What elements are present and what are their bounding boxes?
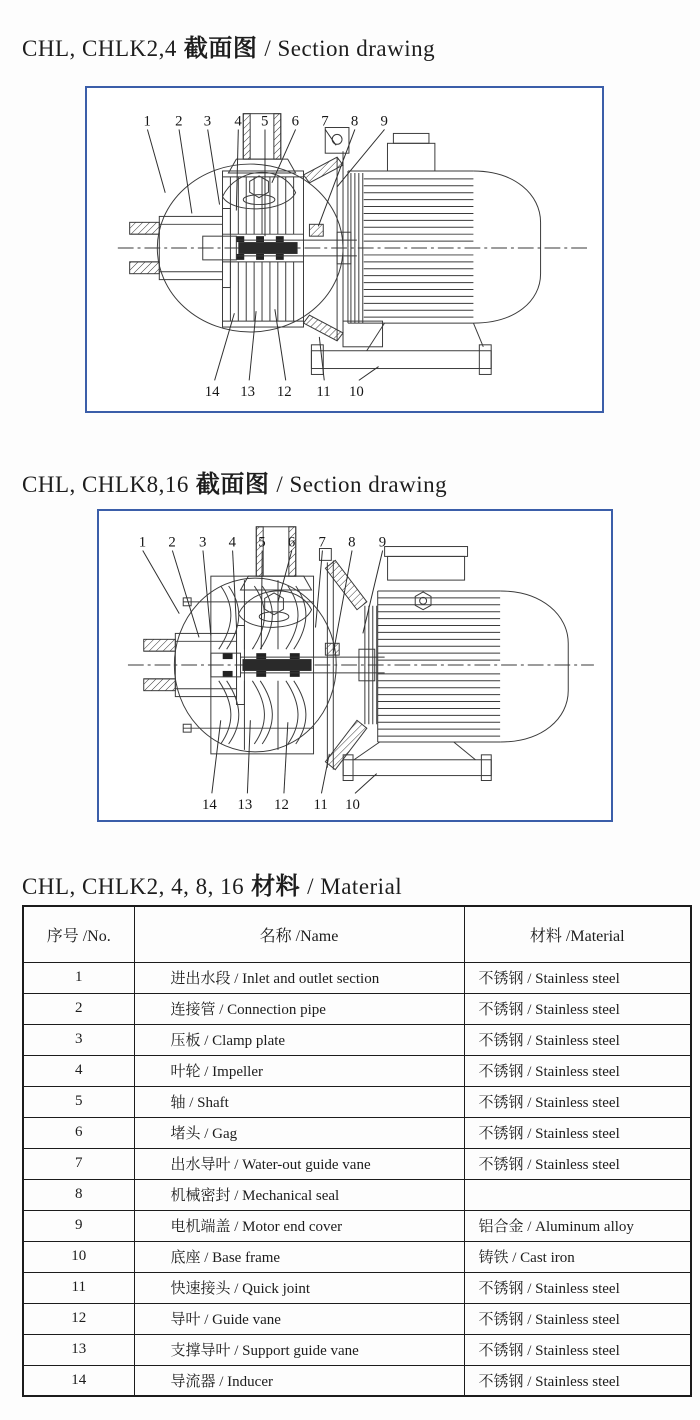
cell-no: 11 (23, 1272, 134, 1303)
table-row (23, 993, 691, 1024)
cell-name: 堵头 / Gag (134, 1117, 464, 1148)
cell-no: 10 (23, 1241, 134, 1272)
terminal-box (388, 556, 465, 580)
cell-material: 不锈钢 / Stainless steel (464, 1055, 691, 1086)
callout-number: 6 (287, 534, 296, 551)
cell-name: 进出水段 / Inlet and outlet section (134, 962, 464, 993)
callout-number: 7 (318, 534, 326, 551)
table-row (23, 1086, 691, 1117)
cell-name: 轴 / Shaft (134, 1086, 464, 1117)
callout-number: 14 (201, 797, 217, 814)
section1-title-en: / Section drawing (264, 36, 436, 61)
cell-no: 2 (23, 993, 134, 1024)
motor (348, 133, 541, 323)
cell-no: 4 (23, 1055, 134, 1086)
table-row (23, 1365, 691, 1396)
table-row (23, 1241, 691, 1272)
cell-no: 13 (23, 1334, 134, 1365)
callout-number: 8 (348, 534, 356, 551)
cell-no: 3 (23, 1024, 134, 1055)
section1-title-model: CHL, CHLK2,4 (22, 36, 177, 61)
table-row (23, 1210, 691, 1241)
pump-section-drawing-chl816 (99, 511, 611, 820)
section2-title-cn: 截面图 (195, 470, 270, 498)
cell-material: 不锈钢 / Stainless steel (464, 1272, 691, 1303)
material-title-model: CHL, CHLK2, 4, 8, 16 (22, 874, 245, 899)
callout-number: 13 (237, 797, 253, 814)
section-drawing-2-frame (97, 509, 613, 822)
table-row (23, 1272, 691, 1303)
cell-name: 连接管 / Connection pipe (134, 993, 464, 1024)
callout-number: 11 (316, 384, 331, 401)
cell-no: 9 (23, 1210, 134, 1241)
pump-section-drawing-chl24 (87, 88, 602, 411)
cell-name: 导流器 / Inducer (134, 1365, 464, 1396)
callout-number: 2 (168, 534, 176, 551)
cell-material: 不锈钢 / Stainless steel (464, 1024, 691, 1055)
cell-name: 电机端盖 / Motor end cover (134, 1210, 464, 1241)
section-drawing-1-frame (85, 86, 604, 413)
table-row (23, 1179, 691, 1210)
callout-number: 5 (258, 534, 266, 551)
terminal-box (387, 143, 434, 171)
section1-title-cn: 截面图 (183, 34, 258, 62)
table-row (23, 1334, 691, 1365)
cell-name: 底座 / Base frame (134, 1241, 464, 1272)
motor-end-cover (319, 549, 366, 770)
callout-number: 7 (321, 113, 329, 130)
cell-material: 铝合金 / Aluminum alloy (464, 1210, 691, 1241)
material-title (22, 866, 402, 901)
cell-no: 14 (23, 1365, 134, 1396)
cell-name: 快速接头 / Quick joint (134, 1272, 464, 1303)
table-row (23, 962, 691, 993)
table-header-row (23, 906, 691, 962)
material-title-en: / Material (307, 874, 403, 899)
callout-leaders (147, 129, 384, 380)
callout-number: 11 (313, 797, 328, 814)
cell-name: 压板 / Clamp plate (134, 1024, 464, 1055)
callout-number: 2 (175, 113, 183, 130)
motor (365, 547, 568, 742)
header-no: 序号 /No. (23, 906, 134, 962)
cell-material: 铸铁 / Cast iron (464, 1241, 691, 1272)
table-row (23, 1303, 691, 1334)
cell-material: 不锈钢 / Stainless steel (464, 993, 691, 1024)
callout-number: 1 (138, 534, 147, 551)
callout-number: 9 (380, 113, 388, 130)
cell-material: 不锈钢 / Stainless steel (464, 1086, 691, 1117)
cell-no: 6 (23, 1117, 134, 1148)
cell-material: 不锈钢 / Stainless steel (464, 1334, 691, 1365)
material-table (22, 905, 692, 1397)
section1-title (22, 28, 435, 63)
section2-title (22, 464, 447, 499)
cell-no: 12 (23, 1303, 134, 1334)
callout-number: 13 (240, 384, 256, 401)
cell-material: 不锈钢 / Stainless steel (464, 962, 691, 993)
mechanical-seal (309, 224, 323, 236)
cell-name: 支撑导叶 / Support guide vane (134, 1334, 464, 1365)
cell-name: 出水导叶 / Water-out guide vane (134, 1148, 464, 1179)
table-row (23, 1024, 691, 1055)
header-name: 名称 /Name (134, 906, 464, 962)
callout-number: 4 (228, 534, 237, 551)
cell-name: 叶轮 / Impeller (134, 1055, 464, 1086)
cell-name: 导叶 / Guide vane (134, 1303, 464, 1334)
cell-material (464, 1179, 691, 1210)
callout-number: 14 (204, 384, 220, 401)
callout-number: 3 (203, 113, 212, 130)
base-frame (311, 321, 491, 374)
callout-number: 8 (350, 113, 359, 130)
cell-material: 不锈钢 / Stainless steel (464, 1117, 691, 1148)
callout-number: 3 (199, 534, 207, 551)
callout-number: 9 (378, 534, 387, 551)
section2-title-model: CHL, CHLK8,16 (22, 472, 189, 497)
cell-no: 5 (23, 1086, 134, 1117)
callout-number: 12 (274, 797, 289, 814)
callout-number: 10 (348, 384, 364, 401)
callout-number: 6 (291, 113, 300, 130)
cell-no: 1 (23, 962, 134, 993)
section2-title-en: / Section drawing (276, 472, 448, 497)
cell-name: 机械密封 / Mechanical seal (134, 1179, 464, 1210)
cell-material: 不锈钢 / Stainless steel (464, 1148, 691, 1179)
callout-number: 1 (143, 113, 151, 130)
callout-number: 12 (276, 384, 292, 401)
material-title-cn: 材料 (251, 872, 301, 900)
table-row (23, 1148, 691, 1179)
callout-number: 10 (345, 797, 360, 814)
discharge-pipe (239, 527, 312, 628)
header-material: 材料 /Material (464, 906, 691, 962)
cell-no: 7 (23, 1148, 134, 1179)
cell-no: 8 (23, 1179, 134, 1210)
callout-number: 5 (261, 113, 269, 130)
table-row (23, 1117, 691, 1148)
cell-material: 不锈钢 / Stainless steel (464, 1303, 691, 1334)
callout-number: 4 (234, 113, 242, 130)
cell-material: 不锈钢 / Stainless steel (464, 1365, 691, 1396)
table-row (23, 1055, 691, 1086)
base-frame (343, 742, 491, 781)
